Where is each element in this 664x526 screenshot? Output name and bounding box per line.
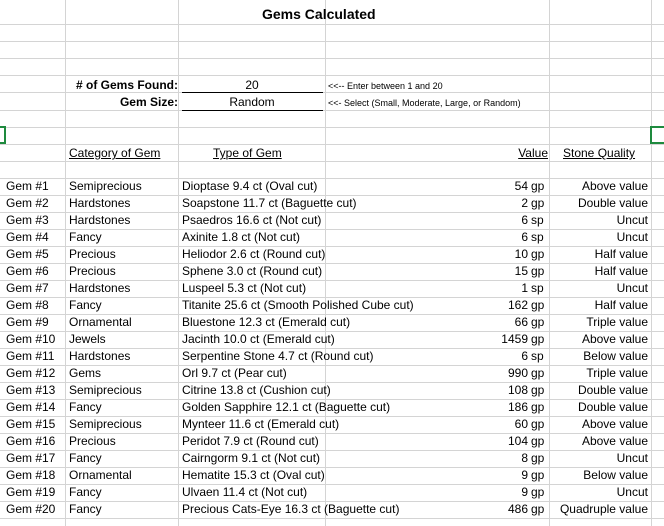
- value-unit-cell[interactable]: gp: [531, 366, 545, 380]
- type-cell[interactable]: Dioptase 9.4 ct (Oval cut): [182, 179, 318, 193]
- value-amount-cell[interactable]: 8: [521, 451, 528, 465]
- header-type: Type of Gem: [213, 146, 282, 160]
- value-unit-cell[interactable]: gp: [531, 383, 545, 397]
- value-unit-cell[interactable]: gp: [531, 417, 545, 431]
- type-cell[interactable]: Soapstone 11.7 ct (Baguette cut): [182, 196, 357, 210]
- value-amount-cell[interactable]: 162: [507, 298, 528, 312]
- value-amount-cell[interactable]: 6: [521, 213, 528, 227]
- value-unit-cell[interactable]: sp: [531, 349, 544, 363]
- quality-cell[interactable]: Above value: [581, 434, 648, 448]
- category-cell[interactable]: Hardstones: [69, 213, 131, 227]
- quality-cell[interactable]: Uncut: [616, 451, 648, 465]
- type-cell[interactable]: Ulvaen 11.4 ct (Not cut): [182, 485, 308, 499]
- value-amount-cell[interactable]: 9: [521, 468, 528, 482]
- category-cell[interactable]: Fancy: [69, 485, 102, 499]
- gem-id-cell[interactable]: Gem #5: [6, 247, 49, 261]
- quality-cell[interactable]: Triple value: [586, 315, 648, 329]
- gem-size-underline: [182, 110, 323, 111]
- gem-id-cell[interactable]: Gem #17: [6, 451, 56, 465]
- quality-cell[interactable]: Half value: [594, 247, 648, 261]
- gem-count-label: # of Gems Found:: [76, 78, 178, 92]
- sheet-title: Gems Calculated: [262, 6, 376, 22]
- value-unit-cell[interactable]: gp: [531, 332, 545, 346]
- header-quality: Stone Quality: [563, 146, 636, 160]
- gem-id-cell[interactable]: Gem #15: [6, 417, 56, 431]
- gem-id-cell[interactable]: Gem #4: [6, 230, 49, 244]
- value-unit-cell[interactable]: sp: [531, 281, 544, 295]
- type-cell[interactable]: Luspeel 5.3 ct (Not cut): [182, 281, 307, 295]
- value-unit-cell[interactable]: gp: [531, 502, 545, 516]
- category-cell[interactable]: Fancy: [69, 451, 102, 465]
- value-amount-cell[interactable]: 15: [514, 264, 528, 278]
- type-cell[interactable]: Sphene 3.0 ct (Round cut): [182, 264, 323, 278]
- quality-cell[interactable]: Double value: [577, 400, 648, 414]
- value-amount-cell[interactable]: 9: [521, 485, 528, 499]
- type-cell[interactable]: Heliodor 2.6 ct (Round cut): [182, 247, 326, 261]
- gem-id-cell[interactable]: Gem #3: [6, 213, 49, 227]
- value-amount-cell[interactable]: 990: [507, 366, 528, 380]
- quality-cell[interactable]: Uncut: [616, 485, 648, 499]
- value-unit-cell[interactable]: gp: [531, 468, 545, 482]
- value-amount-cell[interactable]: 10: [514, 247, 528, 261]
- category-cell[interactable]: Fancy: [69, 298, 102, 312]
- category-cell[interactable]: Fancy: [69, 400, 102, 414]
- value-amount-cell[interactable]: 54: [514, 179, 528, 193]
- header-category: Category of Gem: [69, 146, 161, 160]
- gem-id-cell[interactable]: Gem #20: [6, 502, 56, 516]
- gem-id-cell[interactable]: Gem #18: [6, 468, 56, 482]
- value-unit-cell[interactable]: gp: [531, 196, 545, 210]
- value-amount-cell[interactable]: 60: [514, 417, 528, 431]
- category-cell[interactable]: Semiprecious: [69, 417, 142, 431]
- value-unit-cell[interactable]: gp: [531, 247, 545, 261]
- quality-cell[interactable]: Double value: [577, 383, 648, 397]
- category-cell[interactable]: Precious: [69, 434, 116, 448]
- value-unit-cell[interactable]: gp: [531, 485, 545, 499]
- gem-id-cell[interactable]: Gem #2: [6, 196, 49, 210]
- header-value: Value: [518, 146, 548, 160]
- gem-id-cell[interactable]: Gem #8: [6, 298, 49, 312]
- value-unit-cell[interactable]: gp: [531, 264, 545, 278]
- selected-cell-left[interactable]: [0, 126, 6, 144]
- quality-cell[interactable]: Above value: [581, 417, 648, 431]
- quality-cell[interactable]: Uncut: [616, 213, 648, 227]
- value-amount-cell[interactable]: 2: [521, 196, 528, 210]
- type-cell[interactable]: Serpentine Stone 4.7 ct (Round cut): [182, 349, 374, 363]
- quality-cell[interactable]: Half value: [594, 264, 648, 278]
- value-unit-cell[interactable]: gp: [531, 451, 545, 465]
- quality-cell[interactable]: Above value: [581, 332, 648, 346]
- category-cell[interactable]: Semiprecious: [69, 383, 142, 397]
- value-unit-cell[interactable]: gp: [531, 179, 545, 193]
- value-unit-cell[interactable]: sp: [531, 213, 544, 227]
- gem-id-cell[interactable]: Gem #13: [6, 383, 56, 397]
- type-cell[interactable]: Mynteer 11.6 ct (Emerald cut): [182, 417, 340, 431]
- value-amount-cell[interactable]: 6: [521, 230, 528, 244]
- gem-id-cell[interactable]: Gem #10: [6, 332, 56, 346]
- gem-id-cell[interactable]: Gem #12: [6, 366, 56, 380]
- type-cell[interactable]: Hematite 15.3 ct (Oval cut): [182, 468, 325, 482]
- quality-cell[interactable]: Double value: [577, 196, 648, 210]
- category-cell[interactable]: Ornamental: [69, 468, 132, 482]
- category-cell[interactable]: Fancy: [69, 230, 102, 244]
- value-amount-cell[interactable]: 486: [507, 502, 528, 516]
- type-cell[interactable]: Axinite 1.8 ct (Not cut): [182, 230, 301, 244]
- value-unit-cell[interactable]: gp: [531, 315, 545, 329]
- gem-id-cell[interactable]: Gem #6: [6, 264, 49, 278]
- category-cell[interactable]: Fancy: [69, 502, 102, 516]
- value-amount-cell[interactable]: 6: [521, 349, 528, 363]
- value-unit-cell[interactable]: gp: [531, 298, 545, 312]
- gem-size-label: Gem Size:: [119, 95, 178, 109]
- value-amount-cell[interactable]: 66: [514, 315, 528, 329]
- quality-cell[interactable]: Triple value: [586, 366, 648, 380]
- gem-id-cell[interactable]: Gem #14: [6, 400, 56, 414]
- value-amount-cell[interactable]: 1459: [501, 332, 528, 346]
- row-gridline: [0, 518, 664, 519]
- type-cell[interactable]: Titanite 25.6 ct (Smooth Polished Cube cut): [182, 298, 414, 312]
- value-amount-cell[interactable]: 104: [507, 434, 528, 448]
- category-cell[interactable]: Hardstones: [69, 349, 131, 363]
- value-amount-cell[interactable]: 1: [521, 281, 528, 295]
- type-cell[interactable]: Orl 9.7 ct (Pear cut): [182, 366, 287, 380]
- gem-id-cell[interactable]: Gem #11: [6, 349, 55, 363]
- quality-cell[interactable]: Above value: [581, 179, 648, 193]
- quality-cell[interactable]: Below value: [583, 468, 648, 482]
- value-unit-cell[interactable]: gp: [531, 400, 545, 414]
- type-cell[interactable]: Golden Sapphire 12.1 ct (Baguette cut): [182, 400, 391, 414]
- type-cell[interactable]: Precious Cats-Eye 16.3 ct (Baguette cut): [182, 502, 400, 516]
- quality-cell[interactable]: Quadruple value: [559, 502, 648, 516]
- category-cell[interactable]: Hardstones: [69, 196, 131, 210]
- category-cell[interactable]: Semiprecious: [69, 179, 142, 193]
- gem-count-note: <<-- Enter between 1 and 20: [328, 81, 443, 91]
- gem-count-underline: [182, 92, 323, 93]
- category-cell[interactable]: Precious: [69, 247, 116, 261]
- category-cell[interactable]: Jewels: [69, 332, 106, 346]
- value-unit-cell[interactable]: gp: [531, 434, 545, 448]
- gem-id-cell[interactable]: Gem #1: [6, 179, 49, 193]
- gem-size-select[interactable]: Random: [229, 95, 275, 109]
- type-cell[interactable]: Bluestone 12.3 ct (Emerald cut): [182, 315, 351, 329]
- value-amount-cell[interactable]: 108: [507, 383, 528, 397]
- type-cell[interactable]: Cairngorm 9.1 ct (Not cut): [182, 451, 321, 465]
- gem-id-cell[interactable]: Gem #16: [6, 434, 56, 448]
- selected-cell-right[interactable]: [650, 126, 664, 144]
- type-cell[interactable]: Psaedros 16.6 ct (Not cut): [182, 213, 322, 227]
- quality-cell[interactable]: Half value: [594, 298, 648, 312]
- value-amount-cell[interactable]: 186: [507, 400, 528, 414]
- quality-cell[interactable]: Uncut: [616, 230, 648, 244]
- gem-count-input[interactable]: 20: [245, 78, 259, 92]
- quality-cell[interactable]: Below value: [583, 349, 648, 363]
- gem-id-cell[interactable]: Gem #7: [6, 281, 49, 295]
- gem-id-cell[interactable]: Gem #19: [6, 485, 56, 499]
- value-unit-cell[interactable]: sp: [531, 230, 544, 244]
- gem-id-cell[interactable]: Gem #9: [6, 315, 49, 329]
- category-cell[interactable]: Hardstones: [69, 281, 131, 295]
- type-cell[interactable]: Jacinth 10.0 ct (Emerald cut): [182, 332, 335, 346]
- category-cell[interactable]: Ornamental: [69, 315, 132, 329]
- gem-size-note: <<- Select (Small, Moderate, Large, or Random): [328, 98, 521, 108]
- category-cell[interactable]: Precious: [69, 264, 116, 278]
- type-cell[interactable]: Peridot 7.9 ct (Round cut): [182, 434, 319, 448]
- quality-cell[interactable]: Uncut: [616, 281, 648, 295]
- category-cell[interactable]: Gems: [69, 366, 102, 380]
- type-cell[interactable]: Citrine 13.8 ct (Cushion cut): [182, 383, 331, 397]
